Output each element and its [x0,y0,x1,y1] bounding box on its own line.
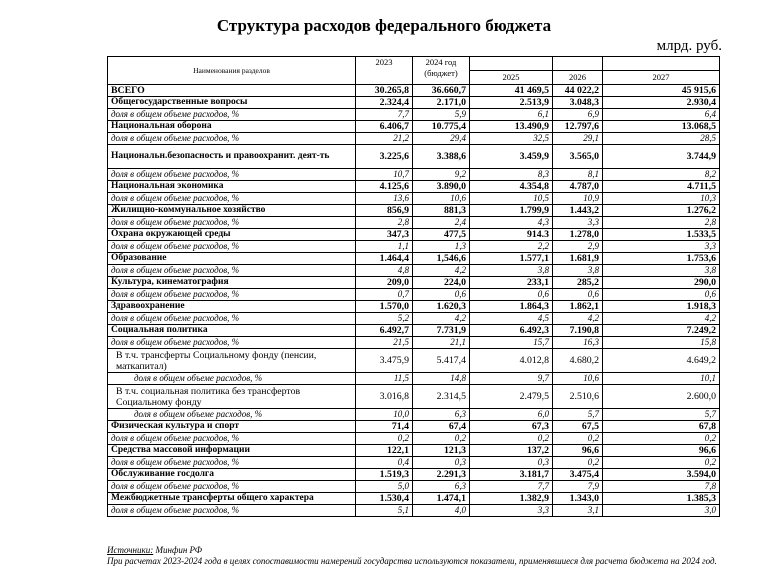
row-value: 5,7 [603,409,720,421]
row-value: 71,4 [356,421,413,433]
row-value: 6,1 [470,109,553,121]
row-value: 7.190,8 [553,325,603,337]
row-value: 10,9 [553,193,603,205]
row-name: доля в общем объеме расходов, % [108,217,356,229]
row-value: 4,2 [553,313,603,325]
row-name: доля в общем объеме расходов, % [108,313,356,325]
row-value: 0,7 [356,289,413,301]
row-value: 3.225,6 [356,145,413,169]
table-row [108,337,720,349]
table-row [108,253,720,265]
row-value: 4,2 [413,265,470,277]
row-value: 3.565,0 [553,145,603,169]
row-value: 10,5 [470,193,553,205]
row-value: 2.324,4 [356,97,413,109]
row-value: 1.382,9 [470,493,553,505]
row-value: 0,2 [553,457,603,469]
row-value: 3,3 [470,505,553,517]
row-value: 8,3 [470,169,553,181]
table-row [108,241,720,253]
row-value: 10,7 [356,169,413,181]
table-row [108,409,720,421]
table-row [108,349,720,373]
row-value: 41 469,5 [470,85,553,97]
row-name: доля в общем объеме расходов, % [108,265,356,277]
row-value: 6,9 [553,109,603,121]
row-value: 44 022,2 [553,85,603,97]
row-value: 285,2 [553,277,603,289]
table-row [108,325,720,337]
row-value: 1.278,0 [553,229,603,241]
row-value: 3.048,3 [553,97,603,109]
table-row [108,481,720,493]
row-name: доля в общем объеме расходов, % [108,289,356,301]
row-name: доля в общем объеме расходов, % [108,409,356,421]
row-value: 1.862,1 [553,301,603,313]
row-value: 0,2 [553,433,603,445]
row-value: 1,1 [356,241,413,253]
row-value: 137,2 [470,445,553,457]
row-value: 21,2 [356,133,413,145]
row-value: 3,3 [553,217,603,229]
row-value: 10,1 [603,373,720,385]
sources-label: Источники: [107,545,154,555]
table-row [108,121,720,133]
row-value: 2,2 [470,241,553,253]
row-value: 0,3 [470,457,553,469]
row-value: 9,7 [470,373,553,385]
table-row [108,385,720,409]
row-value: 67,3 [470,421,553,433]
header-2027: 2027 [603,71,720,85]
row-value: 1.443,2 [553,205,603,217]
row-value: 3,8 [470,265,553,277]
row-value: 0,6 [553,289,603,301]
row-value: 6,4 [603,109,720,121]
row-name: Охрана окружающей среды [108,229,356,241]
row-value: 28,5 [603,133,720,145]
row-value: 67,8 [603,421,720,433]
row-value: 5,9 [413,109,470,121]
table-row [108,445,720,457]
row-value: 856,9 [356,205,413,217]
table-row [108,313,720,325]
row-name: доля в общем объеме расходов, % [108,505,356,517]
table-row [108,169,720,181]
row-value: 7,7 [356,109,413,121]
table-row [108,493,720,505]
header-2026: 2026 [553,71,603,85]
row-value: 29,1 [553,133,603,145]
row-value: 121,3 [413,445,470,457]
row-value: 3,1 [553,505,603,517]
table-row [108,421,720,433]
row-value: 7,7 [470,481,553,493]
row-value: 1.533,5 [603,229,720,241]
row-value: 3,8 [603,265,720,277]
row-value: 3,0 [603,505,720,517]
row-value: 2,9 [553,241,603,253]
row-value: 3.744,9 [603,145,720,169]
row-name: доля в общем объеме расходов, % [108,433,356,445]
table-row [108,145,720,169]
row-value: 5,0 [356,481,413,493]
row-value: 13,6 [356,193,413,205]
row-value: 6,0 [470,409,553,421]
row-value: 1.577,1 [470,253,553,265]
row-name: Национальн.безопасность и правоохранит. деят-ть [108,145,356,169]
row-value: 96,6 [603,445,720,457]
row-value: 4,2 [603,313,720,325]
row-value: 2.510,6 [553,385,603,409]
row-value: 2.479,5 [470,385,553,409]
row-name: Здравоохранение [108,301,356,313]
row-value: 10,6 [553,373,603,385]
row-value: 6.492,7 [356,325,413,337]
table-row [108,181,720,193]
row-value: 1.681,9 [553,253,603,265]
table-row [108,301,720,313]
header-2023: 2023 [356,57,413,85]
row-name: доля в общем объеме расходов, % [108,133,356,145]
row-value: 3.475,9 [356,349,413,373]
row-value: 4.354,8 [470,181,553,193]
row-value: 15,7 [470,337,553,349]
row-value: 15,8 [603,337,720,349]
row-name: доля в общем объеме расходов, % [108,109,356,121]
row-value: 0,4 [356,457,413,469]
row-name: В т.ч. социальная политика без трансфертов Социальному фонду [108,385,356,409]
footer [107,545,727,567]
row-name: Культура, кинематография [108,277,356,289]
row-name: Жилищно-коммунальное хозяйство [108,205,356,217]
row-value: 21,5 [356,337,413,349]
row-value: 881,3 [413,205,470,217]
row-value: 21,1 [413,337,470,349]
row-value: 122,1 [356,445,413,457]
row-value: 3,3 [603,241,720,253]
row-value: 3.459,9 [470,145,553,169]
table-row [108,277,720,289]
row-value: 1.570,0 [356,301,413,313]
table-row [108,85,720,97]
row-value: 4.125,6 [356,181,413,193]
row-value: 8,1 [553,169,603,181]
row-value: 1.864,3 [470,301,553,313]
table-row [108,265,720,277]
row-value: 4.649,2 [603,349,720,373]
row-value: 477,5 [413,229,470,241]
sources-value: Минфин РФ [153,545,203,555]
row-value: 4.680,2 [553,349,603,373]
row-value: 67,5 [553,421,603,433]
row-value: 6,3 [413,481,470,493]
table-body [108,85,720,517]
row-name: доля в общем объеме расходов, % [108,373,356,385]
row-value: 1,3 [413,241,470,253]
table-row [108,217,720,229]
row-value: 6,3 [413,409,470,421]
row-value: 11,5 [356,373,413,385]
row-value: 45 915,6 [603,85,720,97]
row-value: 5,2 [356,313,413,325]
table-row [108,97,720,109]
row-value: 4.012,8 [470,349,553,373]
row-name: доля в общем объеме расходов, % [108,193,356,205]
row-name: доля в общем объеме расходов, % [108,169,356,181]
row-value: 4.787,0 [553,181,603,193]
table-row [108,433,720,445]
row-value: 2,8 [603,217,720,229]
row-value: 4,2 [413,313,470,325]
row-value: 233,1 [470,277,553,289]
row-name: доля в общем объеме расходов, % [108,481,356,493]
row-value: 2.600,0 [603,385,720,409]
row-value: 3.016,8 [356,385,413,409]
row-value: 2.291,3 [413,469,470,481]
row-value: 1.530,4 [356,493,413,505]
row-value: 209,0 [356,277,413,289]
row-value: 2,4 [413,217,470,229]
row-value: 3,8 [553,265,603,277]
row-value: 1.464,4 [356,253,413,265]
row-value: 2.314,5 [413,385,470,409]
row-value: 1.620,3 [413,301,470,313]
row-value: 96,6 [553,445,603,457]
table-row [108,229,720,241]
row-value: 10,3 [603,193,720,205]
row-value: 7.731,9 [413,325,470,337]
row-value: 2,8 [356,217,413,229]
row-name: ВСЕГО [108,85,356,97]
table-row [108,193,720,205]
row-value: 1.474,1 [413,493,470,505]
row-value: 3.475,4 [553,469,603,481]
row-name: Образование [108,253,356,265]
row-value: 3.594,0 [603,469,720,481]
row-value: 290,0 [603,277,720,289]
row-value: 10,0 [356,409,413,421]
row-value: 29,4 [413,133,470,145]
row-value: 224,0 [413,277,470,289]
row-value: 6.492,3 [470,325,553,337]
row-value: 1.918,3 [603,301,720,313]
row-value: 1.385,3 [603,493,720,505]
row-value: 4,8 [356,265,413,277]
row-value: 0,2 [356,433,413,445]
row-value: 0,6 [603,289,720,301]
row-value: 914.3 [470,229,553,241]
row-value: 0,2 [413,433,470,445]
row-value: 0,6 [470,289,553,301]
row-value: 3.181,7 [470,469,553,481]
row-value: 4,5 [470,313,553,325]
row-value: 1.519,3 [356,469,413,481]
budget-table [107,56,720,517]
row-value: 1,546,6 [413,253,470,265]
row-value: 0,2 [603,457,720,469]
row-value: 5,1 [356,505,413,517]
row-value: 8,2 [603,169,720,181]
row-value: 7,8 [603,481,720,493]
row-value: 2.171,0 [413,97,470,109]
row-value: 6.406,7 [356,121,413,133]
row-value: 3.388,6 [413,145,470,169]
table-row [108,289,720,301]
row-value: 1.799,9 [470,205,553,217]
row-name: Социальная политика [108,325,356,337]
row-value: 0,2 [470,433,553,445]
row-value: 5,7 [553,409,603,421]
page-title: Структура расходов федерального бюджета [216,16,552,35]
row-value: 7.249,2 [603,325,720,337]
row-name: Обслуживание госдолга [108,469,356,481]
row-value: 67,4 [413,421,470,433]
row-value: 36.660,7 [413,85,470,97]
row-value: 32,5 [470,133,553,145]
row-name: доля в общем объеме расходов, % [108,241,356,253]
row-value: 2.513,9 [470,97,553,109]
row-value: 1.753,6 [603,253,720,265]
row-name: Общегосударственные вопросы [108,97,356,109]
row-value: 12.797,6 [553,121,603,133]
row-name: доля в общем объеме расходов, % [108,337,356,349]
row-value: 1.343,0 [553,493,603,505]
row-value: 10.775,4 [413,121,470,133]
table-row [108,205,720,217]
row-value: 13.490,9 [470,121,553,133]
row-value: 30.265,8 [356,85,413,97]
header-2025: 2025 [470,71,553,85]
table-row [108,505,720,517]
row-value: 1.276,2 [603,205,720,217]
table-row [108,457,720,469]
table-row [108,469,720,481]
header-2024: 2024 год (бюджет) [413,57,470,85]
row-value: 7,9 [553,481,603,493]
row-value: 0,2 [603,433,720,445]
row-value: 4,3 [470,217,553,229]
unit-label: млрд. руб. [656,38,722,54]
row-value: 4.711,5 [603,181,720,193]
row-value: 5.417,4 [413,349,470,373]
row-value: 4,0 [413,505,470,517]
row-value: 0,6 [413,289,470,301]
footer-note: При расчетах 2023-2024 года в целях сопоставимости намерений государства используются показатели, применявшиеся для расчета бюджета на 2024 год. [107,556,717,566]
table-row [108,109,720,121]
table-row [108,373,720,385]
row-name: Национальная оборона [108,121,356,133]
table-row [108,133,720,145]
row-name: Средства массовой информации [108,445,356,457]
row-name: Межбюджетные трансферты общего характера [108,493,356,505]
row-value: 10,6 [413,193,470,205]
row-value: 14,8 [413,373,470,385]
row-value: 347,3 [356,229,413,241]
row-value: 16,3 [553,337,603,349]
row-value: 0,3 [413,457,470,469]
row-name: доля в общем объеме расходов, % [108,457,356,469]
row-value: 13.068,5 [603,121,720,133]
row-name: Физическая культура и спорт [108,421,356,433]
row-name: В т.ч. трансферты Социальному фонду (пенсии, маткапитал) [108,349,356,373]
row-value: 3.890,0 [413,181,470,193]
row-name: Национальная экономика [108,181,356,193]
header-name: Наименования разделов [108,57,356,85]
row-value: 2.930,4 [603,97,720,109]
row-value: 9,2 [413,169,470,181]
